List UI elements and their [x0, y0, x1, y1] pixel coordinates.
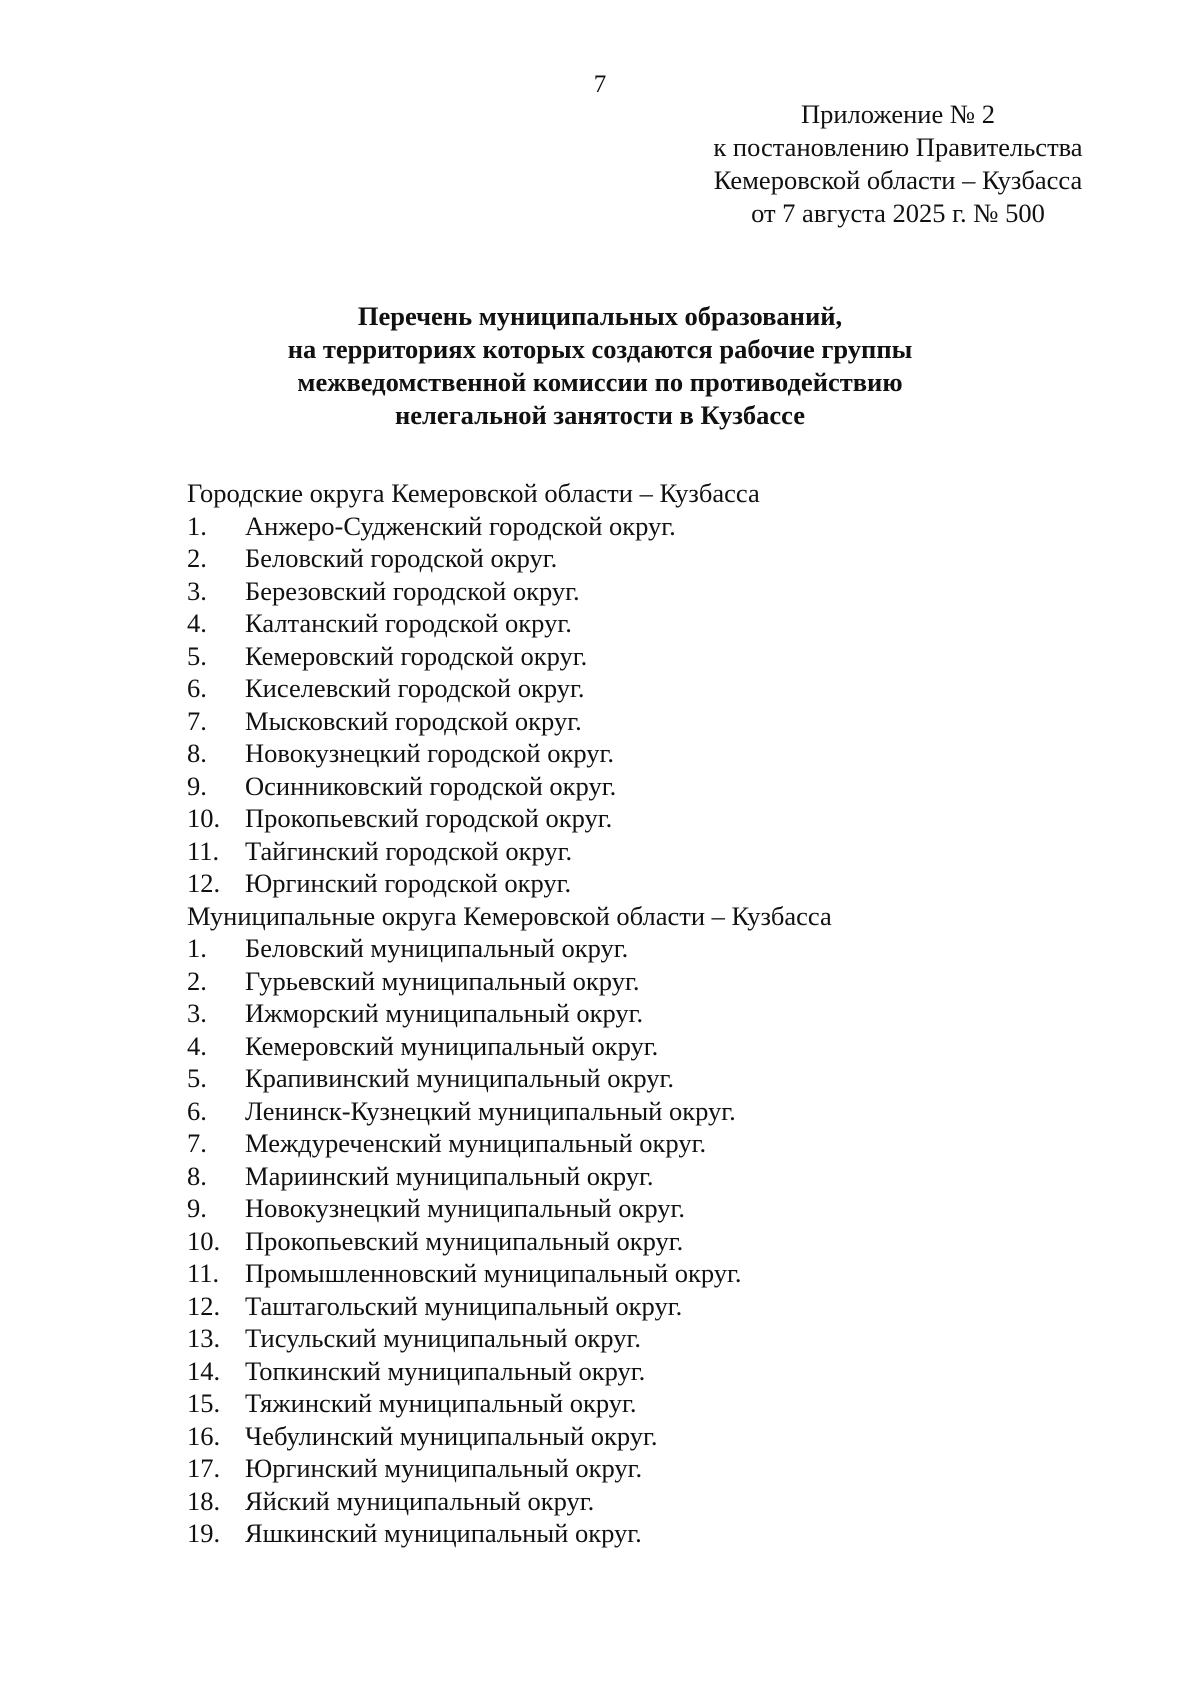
document-title [0, 300, 1200, 432]
section-heading: Городские округа Кемеровской области – Кузбасса [187, 478, 760, 508]
list-item-text: Юргинский городской округ. [245, 868, 572, 898]
list-item [187, 1257, 1147, 1290]
list-item-text: Новокузнецкий муниципальный округ. [245, 1193, 685, 1223]
list-item-number: 5. [187, 1063, 207, 1093]
list-item-text: Тайгинский городской округ. [245, 835, 573, 866]
list-item-text: Таштагольский муниципальный округ. [245, 1290, 683, 1321]
list-item [187, 1192, 1147, 1225]
list-item-text: Чебулинский муниципальный округ. [245, 1420, 658, 1451]
list-item-number: 4. [187, 1030, 207, 1061]
list-item [187, 1160, 1147, 1193]
list-item-text: Топкинский муниципальный округ. [245, 1355, 646, 1386]
list-item-text: Мысковский городской округ. [245, 705, 582, 736]
list-item-text: Юргинский муниципальный округ. [245, 1453, 643, 1483]
list-item-number: 4. [187, 608, 207, 638]
list-item-text: Тисульский муниципальный округ. [245, 1323, 641, 1353]
list-item-number: 1. [187, 933, 207, 963]
title-line: межведомственной комиссии по противодействию [297, 367, 903, 397]
list-item [187, 705, 1147, 738]
list-item-number: 8. [187, 738, 207, 768]
list-item-number: 7. [187, 1128, 207, 1158]
list-item-text: Новокузнецкий городской округ. [245, 738, 614, 768]
list-item-number: 3. [187, 575, 207, 606]
appendix-line: от 7 августа 2025 г. № 500 [751, 198, 1045, 228]
list-item-number: 17. [187, 1453, 221, 1483]
list-item [187, 965, 1147, 998]
list-item-text: Крапивинский муниципальный округ. [245, 1063, 675, 1093]
list-item [187, 1225, 1147, 1258]
list-item-number: 10. [187, 803, 221, 833]
list-item-number: 14. [187, 1355, 221, 1386]
list-item-text: Кемеровский муниципальный округ. [245, 1030, 659, 1061]
list-item [187, 1420, 1147, 1453]
list-item [187, 1517, 1147, 1550]
page-number: 7 [593, 71, 607, 98]
list-item [187, 867, 1147, 900]
list-item-number: 5. [187, 640, 207, 671]
list-item [187, 932, 1147, 965]
list-item-text: Промышленновский муниципальный округ. [245, 1258, 742, 1288]
list-item [187, 1387, 1147, 1420]
list-item-text: Киселевский городской округ. [245, 673, 585, 703]
list-item-number: 6. [187, 673, 207, 703]
list-item-number: 9. [187, 770, 207, 801]
list-item-text: Прокопьевский муниципальный округ. [245, 1225, 684, 1256]
list-item-text: Беловский муниципальный округ. [245, 933, 629, 963]
section-heading: Муниципальные округа Кемеровской области – Кузбасса [187, 900, 832, 931]
list-item [187, 770, 1147, 803]
list-item-number: 13. [187, 1323, 221, 1353]
list-item-number: 6. [187, 1095, 207, 1126]
appendix-line: к постановлению Правительства [713, 132, 1083, 162]
appendix-block [668, 98, 1128, 230]
list-item [187, 607, 1147, 640]
list-item-number: 11. [187, 835, 220, 866]
list-item [187, 672, 1147, 705]
list-item [187, 575, 1147, 608]
list-item-number: 2. [187, 543, 207, 573]
list-item [187, 1452, 1147, 1485]
list-item-text: Калтанский городской округ. [245, 608, 572, 638]
list-item [187, 510, 1147, 543]
list-item-number: 11. [187, 1258, 220, 1288]
list-item-text: Тяжинский муниципальный округ. [245, 1388, 637, 1418]
list-item-text: Гурьевский муниципальный округ. [245, 965, 640, 996]
appendix-line: Кемеровской области – Кузбасса [713, 165, 1083, 195]
list-item [187, 835, 1147, 868]
list-item-text: Мариинский муниципальный округ. [245, 1160, 654, 1191]
list-item [187, 802, 1147, 835]
list-item [187, 1485, 1147, 1518]
list-item [187, 737, 1147, 770]
list-item-text: Анжеро-Судженский городской округ. [245, 510, 676, 541]
list-item [187, 1030, 1147, 1063]
list-item [187, 1095, 1147, 1128]
list-item-text: Ижморский муниципальный округ. [245, 998, 644, 1028]
list-item-number: 2. [187, 965, 207, 996]
list-item-number: 12. [187, 868, 221, 898]
list-item-number: 19. [187, 1518, 221, 1548]
title-line: Перечень муниципальных образований, [357, 301, 843, 331]
list-item [187, 997, 1147, 1030]
list-item-text: Беловский городской округ. [245, 543, 558, 573]
list-item-text: Березовский городской округ. [245, 575, 580, 606]
title-line: на территориях которых создаются рабочие группы [287, 334, 913, 364]
list-item-text: Междуреченский муниципальный округ. [245, 1128, 707, 1158]
list-item-number: 15. [187, 1388, 221, 1418]
title-line: нелегальной занятости в Кузбассе [394, 400, 806, 430]
list-item [187, 542, 1147, 575]
list-item-number: 18. [187, 1485, 221, 1516]
list-item [187, 1322, 1147, 1355]
appendix-line: Приложение № 2 [800, 99, 995, 129]
list-item [187, 1290, 1147, 1323]
list-item-number: 3. [187, 998, 207, 1028]
list-item [187, 640, 1147, 673]
list-item-text: Ленинск-Кузнецкий муниципальный округ. [245, 1095, 736, 1126]
list-item-number: 7. [187, 705, 207, 736]
list-item-number: 9. [187, 1193, 207, 1223]
list-item [187, 1127, 1147, 1160]
list-item [187, 1355, 1147, 1388]
list-item [187, 1062, 1147, 1095]
list-item-number: 8. [187, 1160, 207, 1191]
list-item-number: 16. [187, 1420, 221, 1451]
list-item-number: 1. [187, 510, 207, 541]
list-item-text: Прокопьевский городской округ. [245, 803, 613, 833]
list-item-text: Яшкинский муниципальный округ. [245, 1518, 642, 1548]
list-item-number: 10. [187, 1225, 221, 1256]
list-item-text: Кемеровский городской округ. [245, 640, 588, 671]
municipality-list [187, 477, 1147, 1550]
list-item-text: Осинниковский городской округ. [245, 770, 617, 801]
list-item-text: Яйский муниципальный округ. [245, 1485, 595, 1516]
list-item-number: 12. [187, 1290, 221, 1321]
